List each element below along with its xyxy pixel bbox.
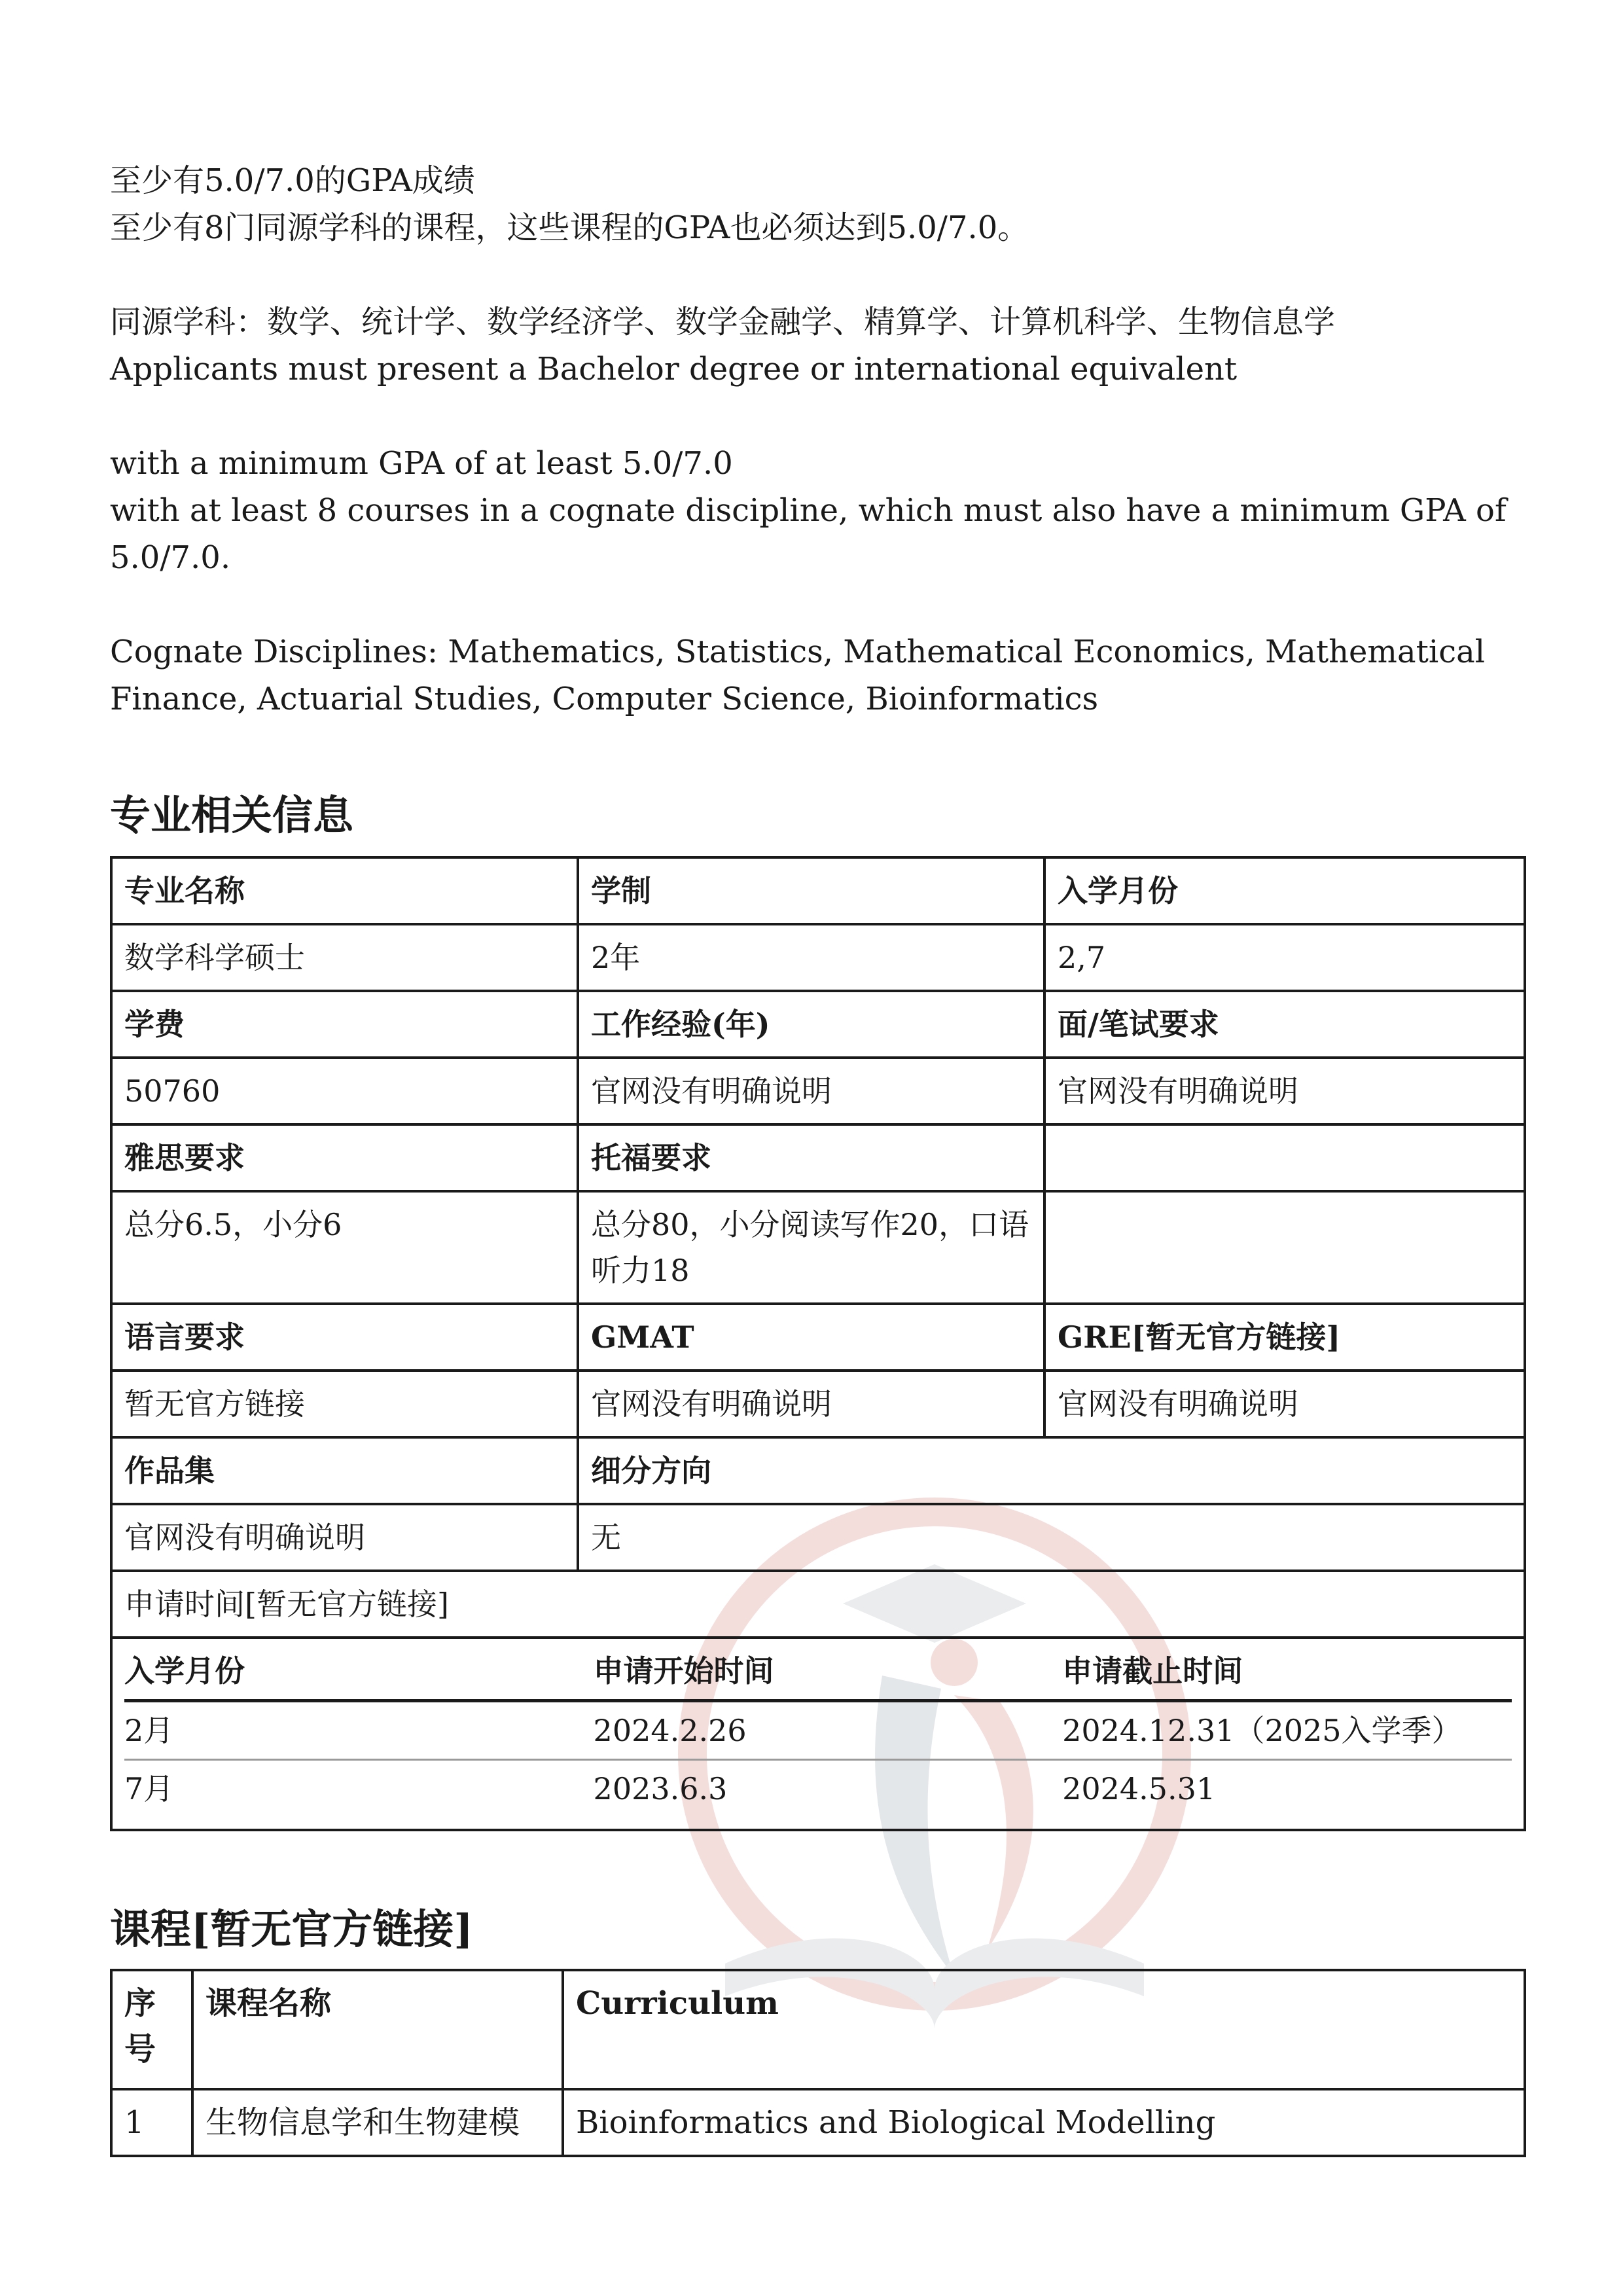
dates-header-start: 申请开始时间 (594, 1644, 1063, 1701)
header-direction: 细分方向 (578, 1437, 1525, 1504)
intro-en-courses: with at least 8 courses in a cognate discipline, which must also have a minimum GPA of 5.0/7.0. (110, 492, 1507, 576)
dates-start: 2024.2.26 (594, 1701, 1063, 1760)
courses-title: 课程[暂无官方链接] (110, 1905, 473, 1953)
table-row (111, 1371, 1525, 1437)
header-ielts: 雅思要求 (111, 1124, 578, 1191)
table-row (111, 2089, 1525, 2156)
courses-table (110, 1969, 1526, 2157)
empty-cell (1044, 1124, 1525, 1191)
table-row (111, 1571, 1525, 1638)
header-work-experience: 工作经验(年) (578, 991, 1044, 1058)
program-info-table (110, 856, 1526, 1831)
course-name: 生物信息学和生物建模 (192, 2089, 563, 2156)
header-duration: 学制 (578, 857, 1044, 924)
dates-intake: 7月 (124, 1771, 174, 1806)
intro-zh-gpa: 至少有5.0/7.0的GPA成绩 (110, 162, 475, 199)
value-language: 暂无官方链接 (111, 1371, 578, 1437)
intro-zh-courses: 至少有8门同源学科的课程，这些课程的GPA也必须达到5.0/7.0。 (110, 209, 1029, 246)
header-program-name: 专业名称 (111, 857, 578, 924)
value-gmat: 官网没有明确说明 (578, 1371, 1044, 1437)
intro-requirements (110, 157, 1524, 723)
value-toefl: 总分80，小分阅读写作20，口语听力18 (578, 1191, 1044, 1304)
value-interview: 官网没有明确说明 (1044, 1058, 1525, 1124)
header-toefl: 托福要求 (578, 1124, 1044, 1191)
dates-header-intake: 入学月份 (124, 1644, 594, 1701)
intro-zh-disciplines: 同源学科：数学、统计学、数学经济学、数学金融学、精算学、计算机科学、生物信息学 (110, 304, 1336, 340)
intro-en-degree: Applicants must present a Bachelor degree or international equivalent (110, 351, 1238, 387)
value-program-name: 数学科学硕士 (111, 924, 578, 991)
program-info-title: 专业相关信息 (110, 791, 354, 839)
value-ielts: 总分6.5，小分6 (111, 1191, 578, 1304)
course-header-curriculum: Curriculum (563, 1970, 1525, 2089)
course-index: 1 (111, 2089, 192, 2156)
table-row (111, 924, 1525, 991)
value-tuition: 50760 (111, 1058, 578, 1124)
table-row (124, 1760, 1512, 1818)
header-gmat: GMAT (578, 1304, 1044, 1371)
table-row (124, 1701, 1512, 1760)
application-time-label: 申请时间[暂无官方链接] (111, 1571, 1525, 1638)
intro-en-disciplines: Cognate Disciplines: Mathematics, Statistics, Mathematical Economics, Mathematical Finance, Actuarial Studies, Computer Science, Bioinformatics (110, 634, 1486, 717)
dates-intake: 2月 (124, 1701, 594, 1760)
application-dates-cell (111, 1638, 1525, 1830)
value-gre: 官网没有明确说明 (1044, 1371, 1525, 1437)
value-intake: 2,7 (1044, 924, 1525, 991)
course-header-name: 课程名称 (192, 1970, 563, 2089)
course-curriculum: Bioinformatics and Biological Modelling (563, 2089, 1525, 2156)
dates-start: 2023.6.3 (593, 1771, 728, 1806)
header-language: 语言要求 (111, 1304, 578, 1371)
table-row (111, 857, 1525, 924)
dates-deadline: 2024.5.31 (1062, 1771, 1216, 1806)
application-dates-table (124, 1644, 1512, 1817)
table-row (111, 1304, 1525, 1371)
value-direction: 无 (578, 1504, 1525, 1571)
table-row (111, 1191, 1525, 1304)
table-row (124, 1644, 1512, 1701)
intro-en-gpa: with a minimum GPA of at least 5.0/7.0 (110, 445, 733, 482)
value-work-experience: 官网没有明确说明 (578, 1058, 1044, 1124)
value-portfolio: 官网没有明确说明 (111, 1504, 578, 1571)
header-gre: GRE[暂无官方链接] (1044, 1304, 1525, 1371)
header-interview: 面/笔试要求 (1044, 991, 1525, 1058)
dates-header-deadline: 申请截止时间 (1062, 1644, 1512, 1701)
course-header-index: 序号 (111, 1970, 192, 2089)
table-row (111, 1058, 1525, 1124)
header-intake: 入学月份 (1044, 857, 1525, 924)
table-row (111, 1124, 1525, 1191)
table-row (111, 991, 1525, 1058)
value-duration: 2年 (578, 924, 1044, 991)
empty-cell (1044, 1191, 1525, 1304)
header-portfolio: 作品集 (111, 1437, 578, 1504)
table-row (111, 1437, 1525, 1504)
table-row (111, 1504, 1525, 1571)
table-row (111, 1970, 1525, 2089)
table-row (111, 1638, 1525, 1830)
dates-deadline: 2024.12.31（2025入学季） (1062, 1701, 1512, 1760)
header-tuition: 学费 (111, 991, 578, 1058)
